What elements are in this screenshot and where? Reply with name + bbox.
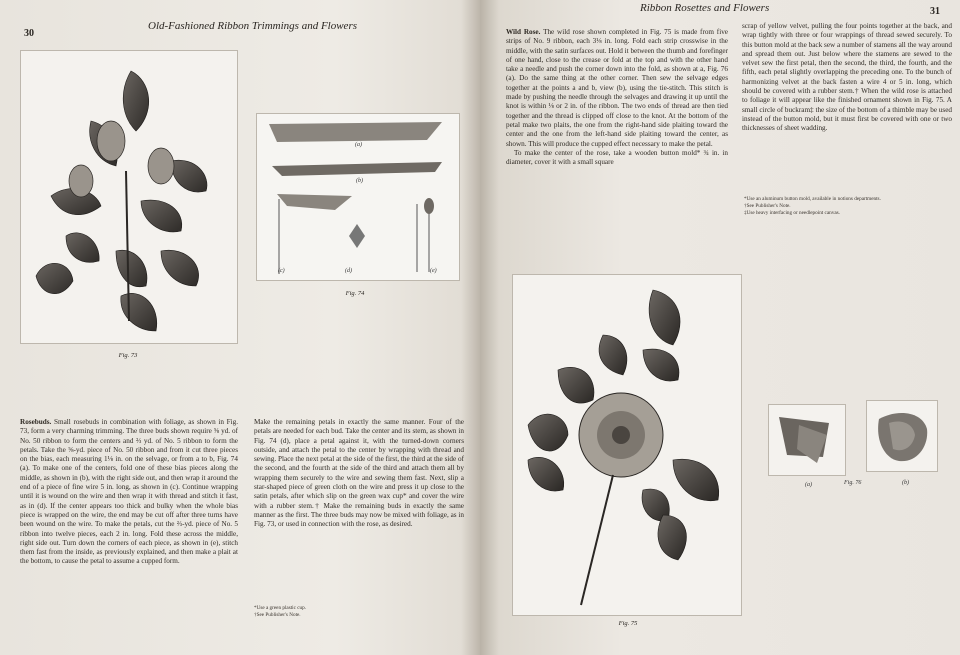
fig74-label-c: (c) — [278, 268, 285, 274]
wild-rose-text: The wild rose shown completed in Fig. 75 is made from five strips of No. 9 ribbon, each 3⅛ in. long. Fold each strip crosswise in the middle, with the satin surfaces out. Hold it between the thumb and forefinger of one hand, close to the crease or fold at the top and with the other hand take a needle and push the corner down into the fold, as shown at a, Fig. 76 (a). Do the same thing at the other corner. Then sew the selvage edges together at the points a and b, view (b), using the tie-stitch. This stitch is made by pushing the needle through the selvages and drawing it up until the knot is within ⅛ or 2 in. of the ribbon. The two ends of thread are then tied together and the thread is clipped off close to the knot. At the bottom of the petal make two plaits, the one from the right-hand side plaiting toward the center and the one from the left-hand side plaiting toward the center, as shown. This will produce the cupped effect necessary to make the petal. — [506, 28, 728, 148]
fig76-label-b: (b) — [902, 480, 909, 486]
fig76b-photo — [866, 400, 938, 472]
fig74-label-a: (a) — [355, 142, 362, 148]
fig73-photo — [20, 50, 238, 344]
left-footnotes — [254, 605, 454, 619]
page-number-left: 30 — [24, 28, 34, 39]
fig76a-photo — [768, 404, 846, 476]
right-footnotes — [744, 196, 954, 217]
wild-rose-text-2: To make the center of the rose, take a wooden button mold* ¾ in. in diameter, cover it with a small square — [506, 148, 728, 167]
left-column-2: Make the remaining petals in exactly the same manner. Four of the petals are needed for each bud. Take the center and its stem, as shown in Fig. 74 (d), place a petal against it, with the turned-down corners outside, and attach the petal to the center by wrapping with thread and sewing. Place the next petal at the side of the first, the third at the side of the second, and the fourth at the side of the third and attach them all by wrapping them securely to the wire and sewing them fast. Next, slip a star-shaped piece of green cloth on the wire and press it up close to the satin petals, after which slip on the green wax cup* and cover the wire with a rubber stem.† Make the remaining buds in exactly the same manner as the first. The three buds may now be mixed with foliage, as in Fig. 73, or used in connection with the rose, as desired. — [254, 418, 464, 529]
wild-rose-illustration — [513, 275, 741, 615]
footnote-r3: ‡Use heavy interfacing or needlepoint canvas. — [744, 210, 840, 216]
wild-rose-heading: Wild Rose. — [506, 28, 541, 36]
fig75-photo — [512, 274, 742, 616]
petal-step-a-illustration — [769, 405, 845, 475]
right-page — [480, 0, 960, 655]
fig73-caption: Fig. 73 — [118, 352, 138, 359]
fig74-caption: Fig. 74 — [345, 290, 365, 297]
rosebuds-heading: Rosebuds. — [20, 418, 52, 426]
right-column-1 — [506, 28, 728, 198]
running-head-right: Ribbon Rosettes and Flowers — [640, 2, 770, 14]
fig74-photo — [256, 113, 460, 281]
fig74-label-d: (d) — [345, 268, 352, 274]
fig74-label-e: (e) — [430, 268, 437, 274]
footnote-2: †See Publisher's Note. — [254, 612, 301, 618]
left-column-1 — [20, 418, 238, 640]
right-column-2: scrap of yellow velvet, pulling the four points together at the back, and wrap tightly with three or four wrappings of thread sewed securely. To this button mold at the back sew a number of stamens all the way around and spread them out. Just below where the stamens are sewed to the velvet sew the first petal, then the second, the third, the fourth, and the fifth, each petal slightly overlapping the preceding one. To the bunch of harmonizing velvet at the back fasten a wire 4 or 5 in. long, which should be covered with a rubber stem.† When the wild rose is attached to foliage it will appear like the finished ornament shown in Fig. 75. A small circle of buckram‡ the size of the bottom of a thimble may be used instead of the button mold, but it must first be covered with one or two thicknesses of sheet wadding. — [742, 22, 952, 133]
fig76-caption: Fig. 76 — [844, 480, 862, 486]
rosebuds-text: Small rosebuds in combination with foliage, as shown in Fig. 73, form a very charming trimming. The three buds shown require ⅝ yd. of No. 50 ribbon to form the centers and ⅔ yd. of No. 5 ribbon to form the petals. Take the ⅝-yd. piece of No. 50 ribbon and from it cut three pieces on the bias, each measuring 1⅛ in. on the selvage, or from a to b, Fig. 74 (a). To make one of the centers, fold one of these bias pieces along the middle, as shown in (b), with the right side out, and then wrap it around the end of a piece of fine wire 5 in. long, as shown in (c). Continue wrapping until it is wound on the wire and then wrap it with thread and stitch it fast, as in (d). If the center appears too thick and bulky when the whole bias piece is wrapped on the wire, the end may be cut off after three turns have been wound on the wire. To make the petals, cut the ⅔-yd. piece of No. 5 ribbon into twelve pieces, each 2 in. long. Fold these across the middle, right side out. Turn down the corners of each piece, as shown in (e), stitch them fast from the inside, as previously explained, and then make a plait at the bottom, to cause the petal to assume a cupped form. — [20, 418, 239, 566]
fig76-label-a: (a) — [805, 482, 812, 488]
fig74-label-b: (b) — [356, 178, 363, 184]
running-head-left: Old-Fashioned Ribbon Trimmings and Flowers — [148, 20, 358, 32]
fig75-caption: Fig. 75 — [618, 620, 638, 627]
rosebud-foliage-illustration — [21, 51, 237, 343]
footnote-r1: *Use an aluminum button mold, available in notions departments. — [744, 196, 881, 202]
petal-step-b-illustration — [867, 401, 937, 471]
ribbon-steps-illustration — [257, 114, 459, 280]
footnote-1: *Use a green plastic cup. — [254, 605, 306, 611]
footnote-r2: †See Publisher's Note. — [744, 203, 791, 209]
page-number-right: 31 — [930, 6, 940, 17]
